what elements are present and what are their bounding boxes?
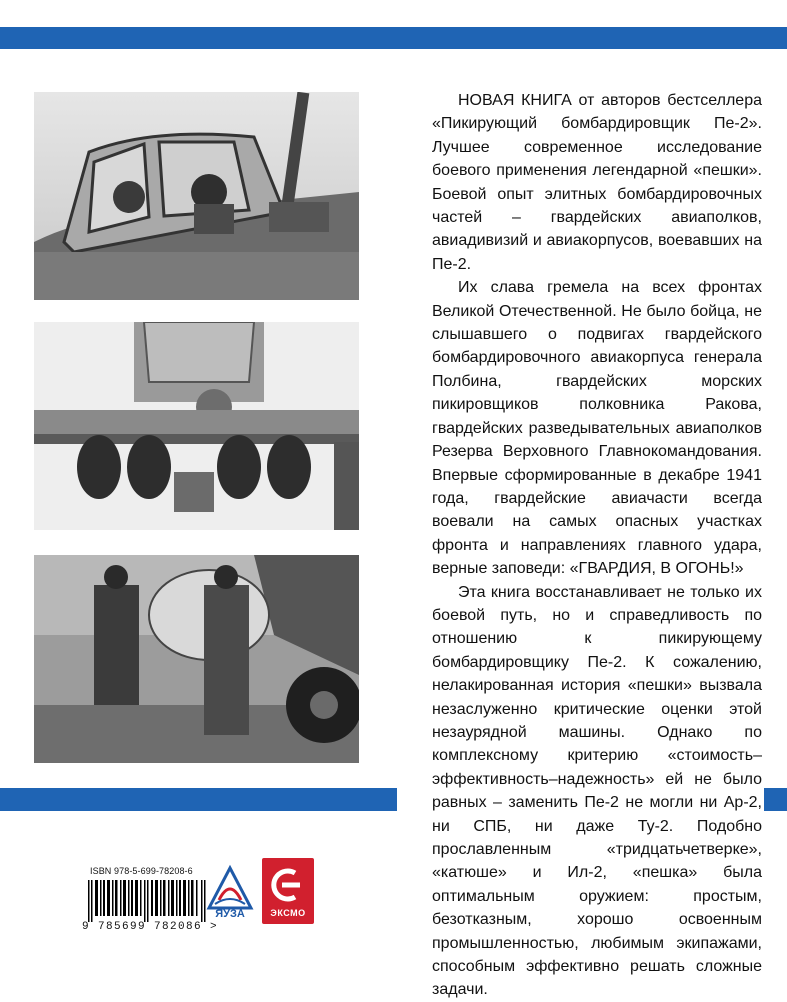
eksmo-logo	[262, 858, 314, 924]
yauza-logo	[205, 864, 255, 924]
photo-cockpit-crew	[34, 92, 359, 300]
left-blue-band	[0, 788, 397, 811]
yauza-label: ЯУЗА	[215, 908, 245, 920]
top-blue-band	[0, 27, 787, 49]
isbn-block	[88, 866, 210, 876]
paragraph-book: Эта книга восстанавливает не только их боевой путь, но и справедливость по отношению к пикирующему бомбардировщику Пе-2. К сожалению, нелакированная история «пешки» вызвала незаслуженно критические оценки этой незаурядной машины. Однако по комплексному критерию «стоимость–эффективность–надежность» ей не было равных – заменить Пе-2 не могли ни Ар-2, ни СПБ, ни даже Ту-2. Подобно прославленным «тридцатьчетверке», «катюше» и Ил-2, «пешка» была оптимальным оружием: простым, безотказным, хорошо освоенным промышленностью, любимым экипажами, способным эффективно решать сложные задачи.	[432, 583, 762, 999]
right-blue-band	[764, 788, 787, 811]
photo-ground-crew	[34, 555, 359, 763]
barcode-digits: 9 785699 782086 >	[82, 921, 219, 933]
paragraph-glory: Их слава гремела на всех фронтах Великой Отечественной. Не было бойца, не слышавшего о подвигах гвардейского бомбардировочного авиакорпуса генерала Полбина, гвардейских морских пикировщиков полковника Ракова, гвардейских разведывательных авиаполков Резерва Верховного Главнокомандования. Впервые сформированные в декабре 1941 года, гвардейские авиачасти всегда воевали на самых опасных участках фронта и направлениях главного удара, верные заповеди: «ГВАРДИЯ, В ОГОНЬ!»	[432, 279, 762, 578]
barcode-icon	[88, 880, 208, 922]
isbn-text: ISBN 978-5-699-78208-6	[90, 866, 193, 876]
back-cover-text	[432, 89, 762, 1002]
eksmo-label: ЭКСМО	[270, 908, 306, 918]
photo-bomber-bombs	[34, 322, 359, 530]
paragraph-intro: НОВАЯ КНИГА от авторов бестселлера «Пикирующий бомбардировщик Пе-2». Лучшее современное исследование боевого применения легендарной «пешки». Боевой опыт элитных бомбардировочных частей – гвардейских авиаполков, авиадивизий и авиакорпусов, воевавших на Пе-2.	[432, 92, 762, 273]
